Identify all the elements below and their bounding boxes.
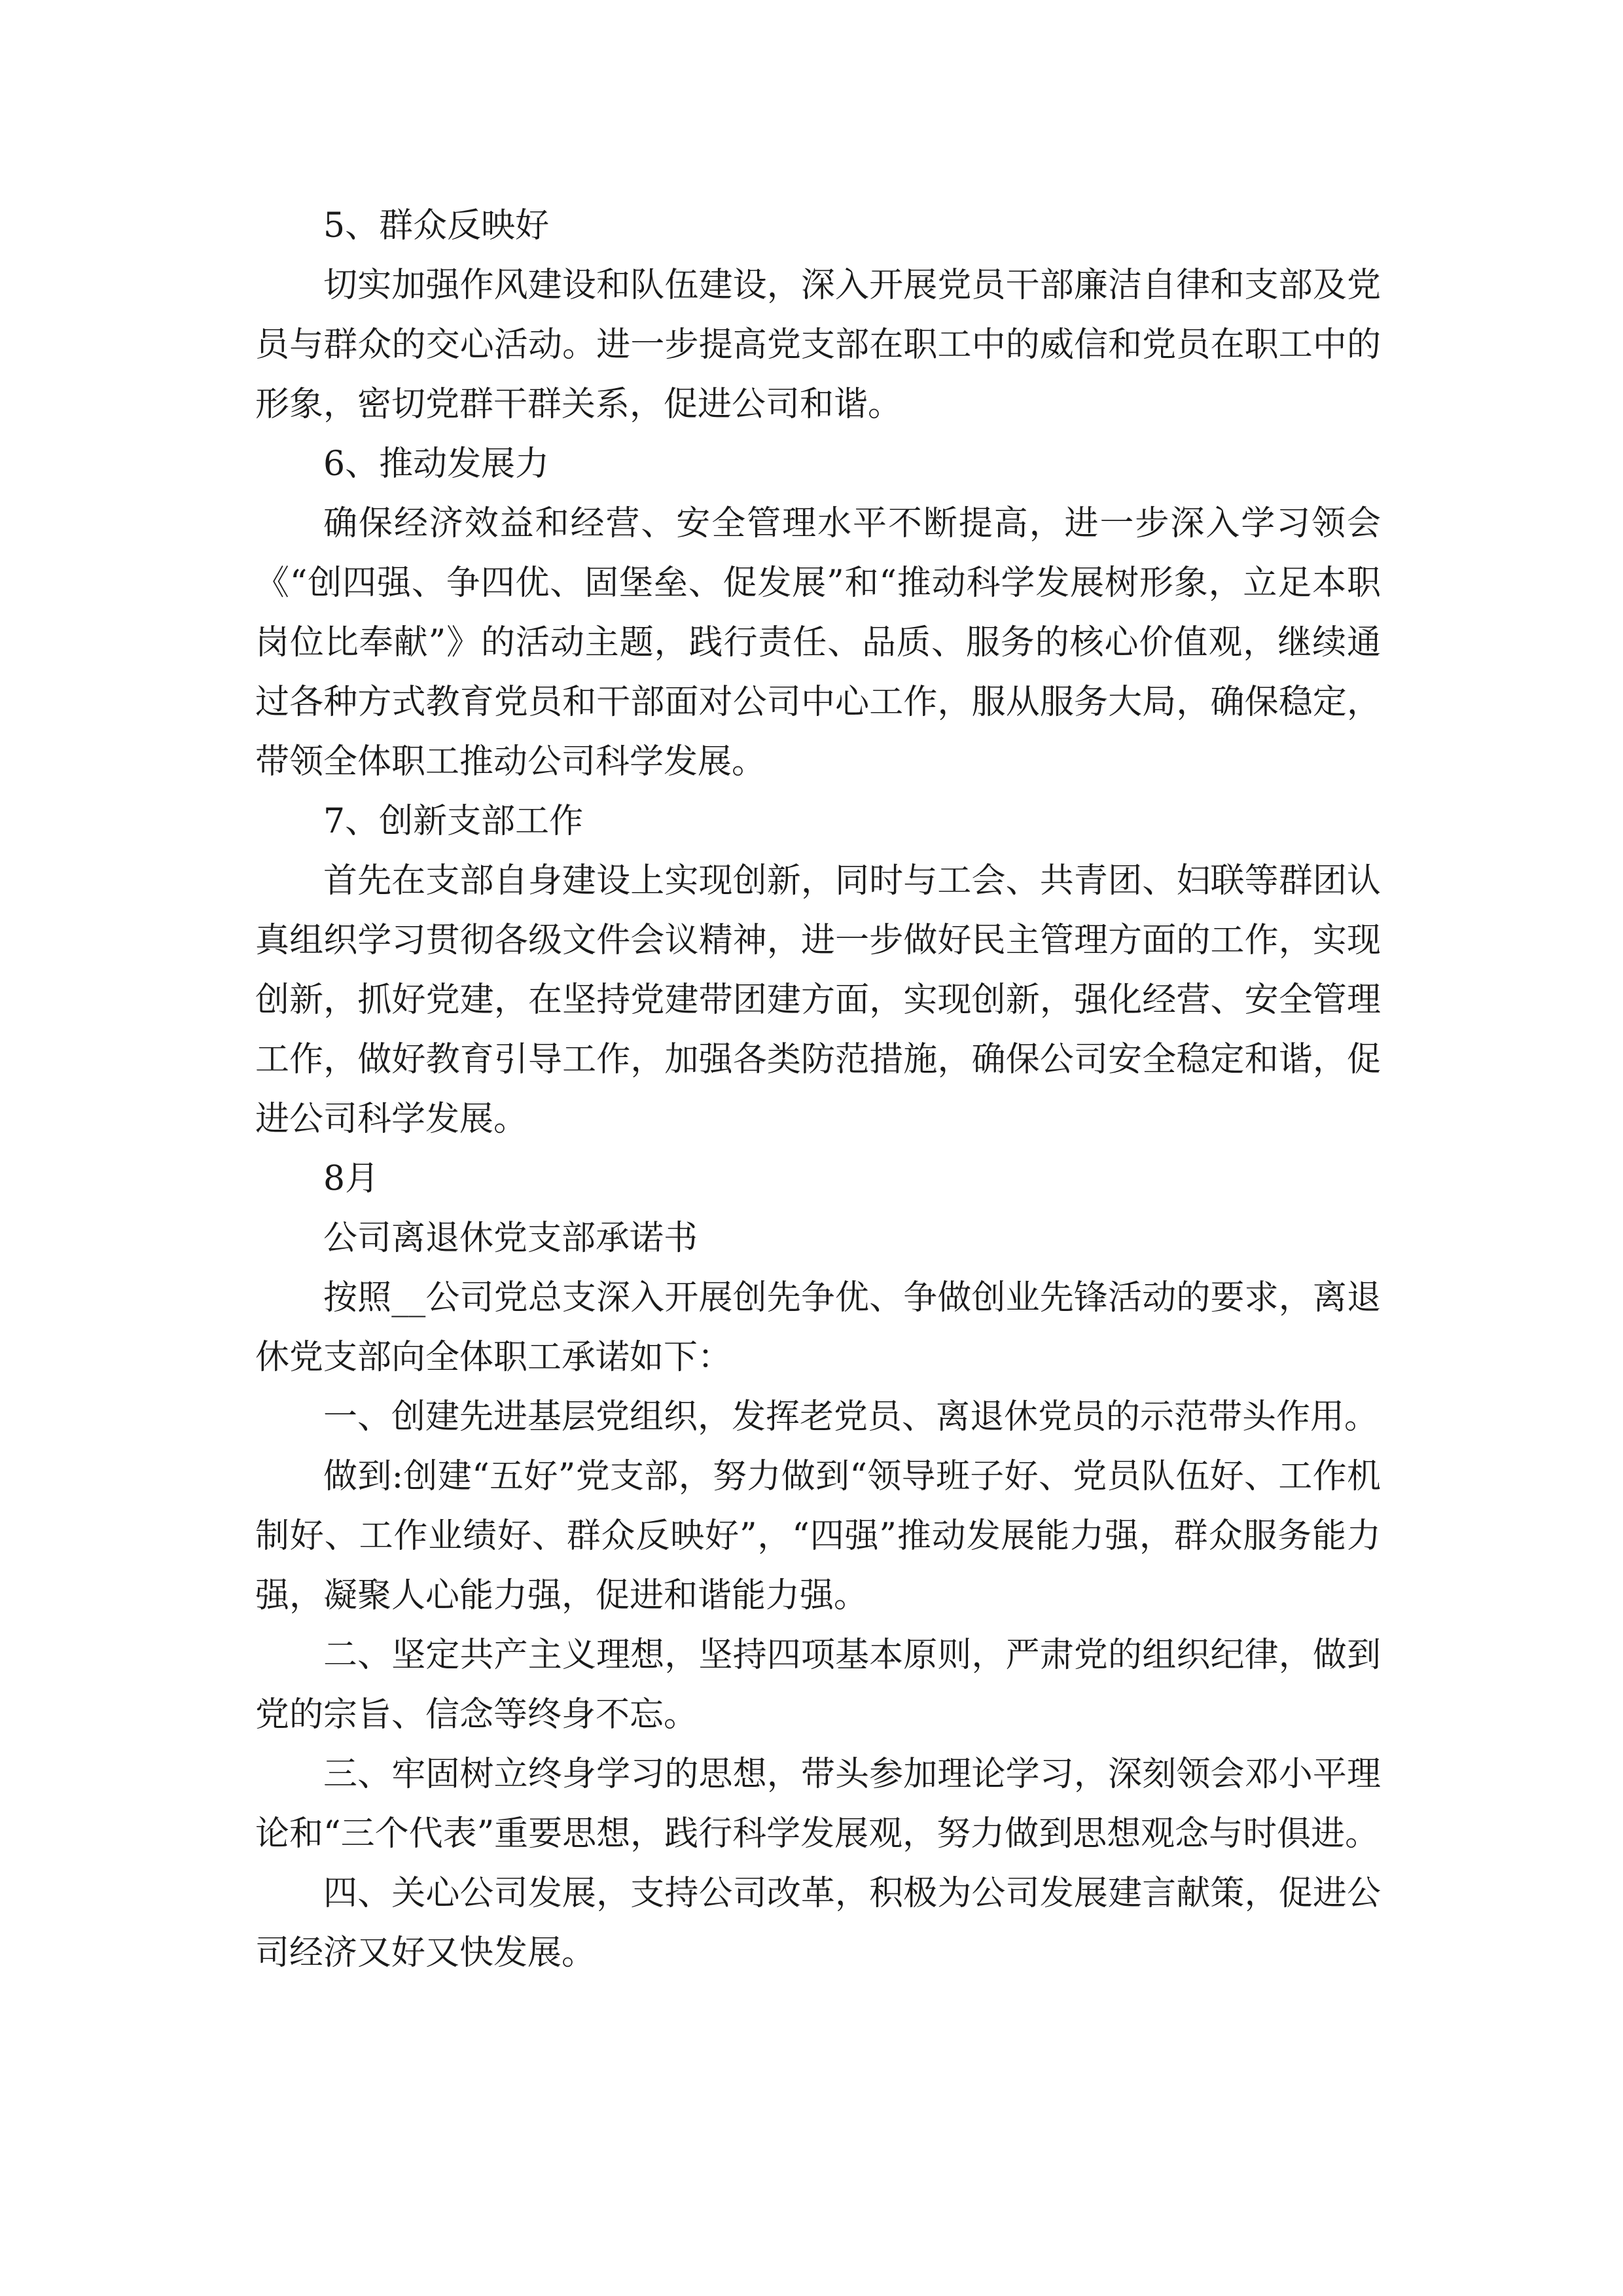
section-heading-5: 5、群众反映好 (323, 206, 550, 245)
paragraph: 切实加强作风建设和队伍建设，深入开展党员干部廉洁自律和支部及党员与群众的交心活动。进一步提高党支部在职工中的威信和党员在职工中的形象，密切党群干群关系，促进公司和谐。 (255, 266, 1381, 424)
document-title: 公司离退休党支部承诺书 (323, 1219, 698, 1258)
section-heading-7: 7、创新支部工作 (323, 802, 584, 841)
paragraph: 做到:创建“五好”党支部，努力做到“领导班子好、党员队伍好、工作机制好、工作业绩好、群众反映好”，“四强”推动发展能力强，群众服务能力强，凝聚人心能力强，促进和谐能力强。 (255, 1457, 1381, 1615)
commitment-item-2: 二、坚定共产主义理想，坚持四项基本原则，严肃党的组织纪律，做到党的宗旨、信念等终身不忘。 (255, 1636, 1381, 1734)
commitment-item-1: 一、创建先进基层党组织，发挥老党员、离退休党员的示范带头作用。 (323, 1397, 1379, 1437)
section-heading-6: 6、推动发展力 (323, 444, 550, 484)
paragraph: 确保经济效益和经营、安全管理水平不断提高，进一步深入学习领会《“创四强、争四优、固堡垒、促发展”和“推动科学发展树形象，立足本职岗位比奉献”》的活动主题，践行责任、品质、服务的核心价值观，继续通过各种方式教育党员和干部面对公司中心工作，服从服务大局，确保稳定，带领全体职工推动公司科学发展。 (255, 504, 1381, 781)
commitment-item-4: 四、关心公司发展，支持公司改革，积极为公司发展建言献策，促进公司经济又好又快发展。 (255, 1874, 1381, 1973)
paragraph: 按照__公司党总支深入开展创先争优、争做创业先锋活动的要求，离退休党支部向全体职工承诺如下： (255, 1278, 1381, 1377)
document-body (255, 196, 1381, 1983)
paragraph: 首先在支部自身建设上实现创新，同时与工会、共青团、妇联等群团认真组织学习贯彻各级文件会议精神，进一步做好民主管理方面的工作，实现创新，抓好党建，在坚持党建带团建方面，实现创新，强化经营、安全管理工作，做好教育引导工作，加强各类防范措施，确保公司安全稳定和谐，促进公司科学发展。 (255, 861, 1381, 1139)
month-label: 8月 (323, 1159, 380, 1198)
commitment-item-3: 三、牢固树立终身学习的思想，带头参加理论学习，深刻领会邓小平理论和“三个代表”重要思想，践行科学发展观，努力做到思想观念与时俱进。 (255, 1755, 1381, 1854)
